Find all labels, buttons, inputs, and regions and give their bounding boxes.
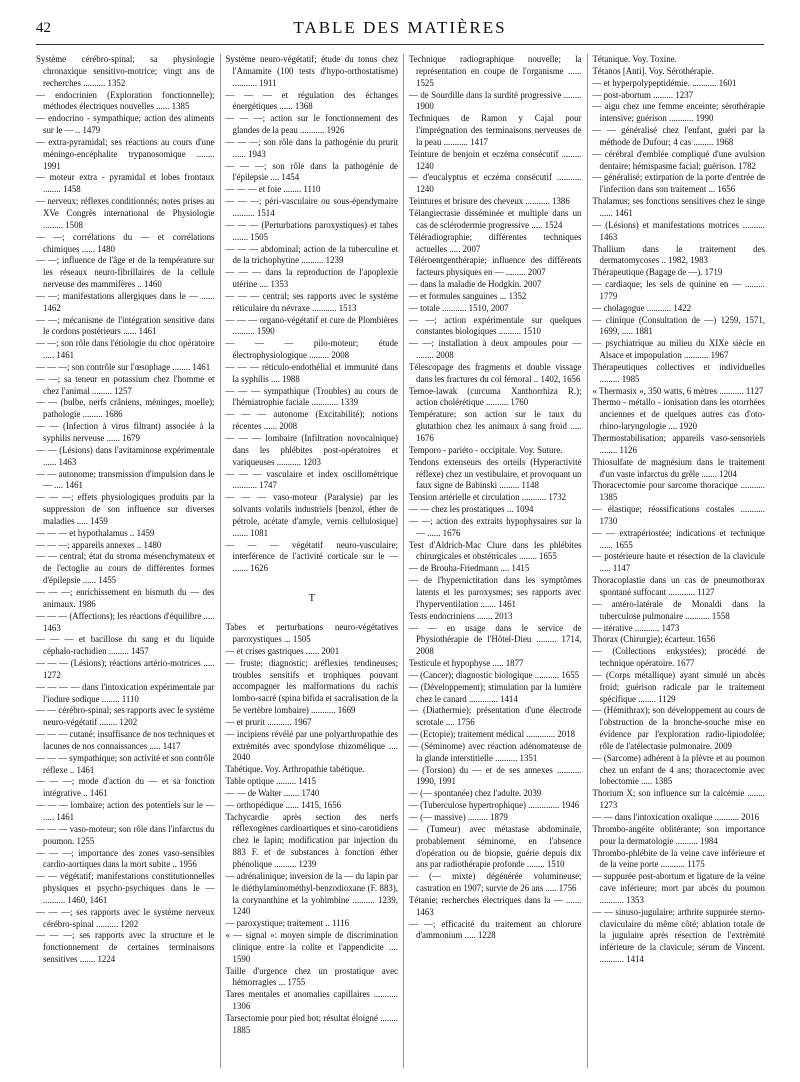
index-entry: Thérapeutique (Bagage de —). 1719	[592, 267, 723, 278]
index-entry: — (— massive) ......... 1879	[409, 812, 508, 822]
index-entry: — — (Infection à virus filtrant) associée à la syphilis nerveuse ...... 1679	[36, 421, 215, 443]
index-entry: — endocrino - sympathique; action des aliments sur le — .. 1479	[36, 113, 215, 136]
index-entry: Table optique ......... 1415	[225, 776, 317, 787]
index-entry: — paroxystique; traitement .. 1116	[225, 918, 350, 929]
index-entry: — — — (Perturbations paroxystiques) et tabes ....... 1505	[225, 219, 398, 242]
index-entry: — —; efficacité du traitement au chlorure d'ammonium ..... 1228	[409, 918, 582, 941]
index-entry: Système cérébro-spinal; sa physiologie chronaxique sensitivo-motrice; vingt ans de recherches .......... 1352	[36, 54, 215, 88]
index-entry: Tétanique. Voy. Toxine.	[592, 54, 677, 64]
index-entry: Thermo - métallo - ionisation dans les otorrhées anciennes et de quelques autres cas d'oto-rhino-laryngologie .... 1920	[592, 397, 765, 432]
index-entry: — — — central; ses rapports avec le système réticulaire du névraxe ........... 1513	[225, 290, 398, 313]
index-entry: — —; sa teneur en potassium chez l'homme et chez l'animal ......... 1257	[36, 373, 215, 396]
index-entry: — et hyperpolypeptidémie. ........... 1601	[592, 77, 737, 88]
index-entry: Test d'Aldrich-Mac Clure dans les phlébites chirurgicales et obstétricales ........ 1655	[409, 539, 582, 562]
index-entry: — — généralisé chez l'enfant, guéri par la méthode de Dufour; 4 cas ......... 1968	[592, 125, 765, 147]
index-entry: Testicule et hypophyse ..... 1877	[409, 658, 524, 669]
index-entry: — — en usage dans le service de Physiothérapie de l'Hôtel-Dieu ......... 1714, 2008	[409, 622, 582, 657]
index-entry: — — — et hypothalamus .. 1459	[36, 527, 155, 538]
index-column-1	[36, 54, 220, 1068]
index-entry: — (Torsion) du — et de ses annexes ........... 1990, 1991	[409, 764, 582, 787]
index-entry: — généralisé; extirpation de la porte d'entrée de l'infection dans son traitement ... 1656	[592, 172, 765, 195]
page-title: TABLE DES MATIÈRES	[293, 18, 507, 37]
index-entry: — — —; mode d'action du — et sa fonction intégrative .. 1461	[36, 776, 215, 799]
index-entry: Télangiectasie disséminée et multiple dans un cas de sclérodermie progressive ..... 1524	[409, 207, 582, 230]
index-entry: — clinique (Consultation de —) 1259, 1571, 1699, ..... 1881	[592, 314, 765, 337]
index-columns	[36, 54, 770, 1068]
index-entry: — post-abortum ......... 1237	[592, 89, 694, 100]
index-entry: — (Tumeur) avec métastase abdominale, probablement séminome, en l'absence d'opération ou de biopsie, guérie depuis dix ans par radiothérapie profonde ........ 1510	[409, 823, 582, 870]
index-column-4	[587, 54, 771, 1068]
index-entry: — (Corps métallique) ayant simulé un abcès froid; guérison radicale par le traitement spécifique ........ 1129	[592, 669, 765, 704]
index-entry: — — — lombaire (Infiltration novocaïnique) dans les phlébites post-opératoires et variqueuses ........... 1203	[225, 433, 398, 467]
index-entry: — postérieure haute et résection de la clavicule ..... 1147	[592, 551, 765, 574]
index-entry: — et prurit ........... 1967	[225, 716, 312, 727]
index-entry: Tétanie; recherches électriques dans la — ....... 1463	[409, 894, 582, 917]
index-entry: Taille d'urgence chez un prostatique avec hémorragies ... 1755	[225, 965, 398, 988]
index-column-3	[403, 54, 587, 1068]
index-entry: — — — vasculaire et index oscillométrique ........... 1747	[225, 468, 398, 491]
index-entry: — — —; effets physiologiques produits par la suppression de son influence sur diverses maladies ..... 1459	[36, 492, 215, 526]
index-entry: — suppurée post-abortum et ligature de la veine cave inférieure; mort par abcès du poumon ........... 1353	[592, 871, 765, 905]
index-entry: — — extrapériostée; indications et technique ...... 1655	[592, 527, 765, 550]
section-letter: T	[308, 593, 315, 605]
index-entry: — incipiens révélé par une polyarthropathie des extrémités avec spondylose rhizomélique .... 2040	[225, 728, 398, 763]
index-entry: — cholagogue ........... 1422	[592, 302, 692, 313]
index-entry: — (— mixte) dégénérée volumineuse; castration en 1907; survie de 26 ans ..... 1756	[409, 871, 582, 894]
index-entry: Thoracoplastie dans un cas de pneumothorax spontané suffocant ............ 1127	[592, 575, 765, 597]
index-entry: — — —; ses rapports avec la structure et le fonctionnement de certaines terminaisons sensitives ....... 1224	[36, 930, 215, 965]
index-entry: — — — organo-végétatif et cure de Plombières .......... 1590	[225, 314, 398, 337]
index-entry: — (Hémithrax); son développement au cours de l'obstruction de la bronche-souche mise en évidence par l'exploration radio-lipiodolée; rôle de l'atélectasie pulmonaire. 2009	[592, 705, 765, 751]
index-entry: — —; corrélations du — et corrélations chimiques ...... 1480	[36, 231, 215, 254]
index-entry: — — —; son contrôle sur l'œsophage ........ 1461	[36, 361, 211, 372]
index-entry: Temoe-lawak (curcuma Xanthorrhiza R.); action cholérétique .......... 1760	[409, 385, 582, 408]
index-entry: Système neuro-végétatif; étude du tonus chez l'Annamite (100 tests d'hypo-orthostatisme) ........... 1911	[225, 54, 398, 88]
index-entry: — — — dans la reproduction de l'apoplexie utérine .... 1353	[225, 267, 398, 290]
index-entry: Tension artérielle et circulation ........... 1732	[409, 492, 567, 503]
index-entry: — et crises gastriques ...... 2001	[225, 645, 340, 656]
index-entry: — — — végétatif neuro-vasculaire; interférence de l'activité corticale sur le — ....... 1626	[225, 539, 398, 574]
index-entry: — endocrinien (Exploration fonctionnelle); méthodes électriques nouvelles ...... 1385	[36, 89, 215, 112]
index-entry: Tendons extenseurs des orteils (Hyperactivité réflexe) chez un vestibulaire, et provoquant un faux signe de Babinski ......... 1148	[409, 456, 582, 491]
index-entry: — —; installation à deux ampoules pour — ........ 2008	[409, 338, 582, 361]
index-entry: — (Diathermie); présentation d'une électrode scrotale .... 1756	[409, 705, 582, 728]
index-entry: — —; manifestations allergiques dans le — ...... 1462	[36, 290, 215, 313]
index-entry: — — —; son rôle dans la pathogénie de l'épilepsie .... 1454	[225, 160, 398, 183]
index-entry: — (Collections enkystées); procédé de technique opératoire. 1677	[592, 646, 765, 669]
index-entry: — — — vaso-moteur (Paralysie) par les solvants volatils industriels [benzol, éther de pétrole, acétate d'amyle, vernis cellulosique] ....... 1081	[225, 492, 398, 538]
index-entry: — — —; ses rapports avec le système nerveux cérébro-spinal .......... 1202	[36, 906, 215, 929]
index-entry: — orthopédique ...... 1415, 1656	[225, 799, 342, 810]
index-entry: — de Brouha-Friedmann .... 1415	[409, 563, 530, 574]
index-entry: — (— spontanée) chez l'adulte. 2039	[409, 788, 542, 799]
index-entry: Thrombo-angéite oblitérante; son importance pour la dermatologie .......... 1984	[592, 823, 765, 846]
index-entry: — d'eucalyptus et eczéma consécutif ........... 1240	[409, 172, 582, 195]
index-entry: Temporo - pariéto - occipitale. Voy. Suture.	[409, 444, 563, 455]
index-entry: — — —; son rôle dans la pathogénie du prurit ...... 1943	[225, 136, 398, 159]
index-entry: — (Développement); stimulation par la lumière chez le canard ............. 1414	[409, 681, 582, 704]
index-entry: Thalamus; ses fonctions sensitives chez le singe ...... 1461	[592, 196, 765, 218]
header-rule	[36, 44, 764, 45]
index-entry: — de l'hypernictitation dans les symptômes latents et les paroxysmes; ses rapports avec l'hyperventilation ....... 1461	[409, 575, 582, 609]
index-entry: — — central; état du stroma mésenchymateux et de l'ectoglie au cours de différentes formes d'épilepsie ...... 1455	[36, 551, 215, 586]
index-entry: — —; action expérimentale sur quelques constantes biologiques .......... 1510	[409, 314, 582, 337]
index-entry: — — —; enrichissement en bismuth du — des animaux. 1986	[36, 586, 215, 609]
index-entry: — (Cancer); diagnostic biologique ........... 1655	[409, 669, 580, 680]
index-entry: Tests endocriniens ....... 2013	[409, 610, 513, 621]
index-entry: — — —; importance des zones vaso-sensibles cardio-aortiques dans la mort subite .. 1956	[36, 847, 215, 870]
index-entry: Thallium dans le traitement des dermatomycoses .. 1982, 1983	[592, 243, 765, 266]
index-entry: — — —; appareils annexes .. 1480	[36, 539, 162, 550]
index-entry: Télescopage des fragments et double vissage dans les fractures du col fémoral .. 1402, 1656	[409, 361, 582, 384]
index-entry: — (Séminome) avec réaction adénomateuse de la glande interstitielle .......... 1351	[409, 740, 582, 763]
index-entry: Teintures et brisure des cheveux ........... 1386	[409, 196, 570, 207]
index-entry: — moteur extra - pyramidal et lobes frontaux ........ 1458	[36, 172, 215, 195]
index-entry: — — — autonome (Excitabilité); notions récentes ...... 2008	[225, 409, 398, 432]
index-entry: — adrénalinique; inversion de la — du lapin par le diéthylaminométhyl-benzodioxane (F. 883), la corynanthine et la yohimbine .......... 1239, 1240	[225, 870, 398, 917]
index-entry: — —; influence de l'âge et de la température sur les réseaux neuro-fibrillaires de la cellule nerveuse des mammifères .. 1460	[36, 255, 215, 290]
index-entry: — de Sourdille dans la surdité progressive ........ 1900	[409, 89, 582, 112]
index-entry: — — sinuso-jugulaire; arthrite suppurée sterno-claviculaire du même côté; ablation totale de la jugulaire après résection de l'extrémité inférieure de la clavicule; sérum de Vincent. ........... 1414	[592, 906, 765, 965]
index-entry: Téléroentgenthérapie; influence des différents facteurs physiques en — ......... 2007	[409, 255, 582, 278]
index-entry: — — — et régulation des échanges énergétiques ...... 1368	[225, 89, 398, 112]
index-entry: — itérative ........... 1473	[592, 622, 680, 633]
index-entry: — — (Lésions) dans l'avitaminose expérimentale ...... 1463	[36, 444, 215, 467]
index-entry: Thorax (Chirurgie); écarteur. 1656	[592, 634, 716, 645]
index-entry: — — (bulbe, nerfs crâniens, méninges, moelle); pathologie ......... 1686	[36, 397, 215, 420]
index-entry: — et formules sanguines ... 1352	[409, 290, 527, 301]
index-entry: Teinture de benjoin et eczéma consécutif ......... 1240	[409, 148, 582, 171]
index-entry: Tabétique. Voy. Arthropathie tabétique.	[225, 764, 365, 775]
index-entry: — — — pilo-moteur; étude électrophysiologique ......... 2008	[225, 338, 398, 361]
index-entry: — — dans l'intoxication oxalique ........... 2016	[592, 812, 760, 822]
index-entry: Tares mentales et anomalies capillaires ........... 1306	[225, 989, 398, 1012]
index-entry: Thorium X; son influence sur la calcémie ........ 1273	[592, 788, 765, 811]
index-entry: — cardiaque; les sels de quinine en — ......... 1779	[592, 279, 765, 301]
index-entry: — — — vaso-moteur; son rôle dans l'infarctus du poumon. 1255	[36, 823, 215, 846]
index-entry: — — autonome; transmission d'impulsion dans le — .... 1461	[36, 468, 215, 491]
index-entry: Thérapeutiques collectives et individuelles ......... 1985	[592, 361, 765, 384]
index-entry: Tabes et perturbations neuro-végétatives paroxystiques ... 1505	[225, 622, 398, 644]
index-entry: — —; mécanisme de l'intégration sensitive dans le cordons postérieurs ...... 1461	[36, 314, 215, 337]
index-entry: — extra-pyramidal; ses réactions au cours d'une méningo-encéphalite trypanosomique ........ 1991	[36, 136, 215, 171]
index-entry: — — — réticulo-endothélial et immunité dans la syphilis .... 1988	[225, 361, 398, 384]
index-entry: — — — abdominal; action de la tuberculine et de la trichophytine .......... 1239	[225, 243, 398, 266]
index-entry: — — végétatif; manifestations constitutionnelles physiques et psycho-psychiques dans le — .......... 1460, 1461	[36, 871, 215, 905]
index-entry: — dans la maladie de Hodgkin. 2007	[409, 279, 542, 290]
index-entry: Tachycardie après section des nerfs réflexogènes cardioartiques et sino-carotidiens chez le lapin; modification par injection du 883 F. et de substances à fonction éther phénolique .......... 1239	[225, 811, 398, 869]
index-entry: — (Ectopie); traitement médical ............. 2018	[409, 729, 576, 740]
index-entry: — — — cutané; insuffisance de nos techniques et lacunes de nos connaissances ..... 1417	[36, 729, 215, 751]
index-entry: Téléradiographie; différentes techniques actuelles ..... 2007	[409, 231, 582, 254]
index-entry: — — — sympathique; son activité et son contrôle réflexe .. 1461	[36, 752, 215, 775]
page-number: 42	[36, 20, 51, 36]
index-entry: Température; son action sur le taux du glutathion chez les animaux à sang froid ..... 1676	[409, 409, 582, 443]
index-entry: — — cérébro-spinal; ses rapports avec le système neuro-végétatif ........ 1202	[36, 705, 215, 728]
index-entry: — — — — dans l'intoxication expérimentale par l'iodure sodique ........ 1110	[36, 681, 215, 704]
index-entry: — — — et foie ........ 1110	[225, 184, 321, 195]
index-entry: — (Sarcome) adhérent à la plèvre et au poumon chez un enfant de 4 ans; thoracectomie avec lobectomie ..... 1385	[592, 752, 765, 787]
index-entry: — cérébral d'emblée compliqué d'une avulsion dentaire; hémispasme facial; guérison. 1782	[592, 148, 765, 171]
index-entry: — nerveux; réflexes conditionnés; notes prises au XVe Congrès international de Physiologie ......... 1508	[36, 196, 215, 230]
index-entry: Thiosulfate de magnésium dans le traitement d'un vaste infarctus du grêle ....... 1204	[592, 456, 765, 479]
index-entry: « Thermasix », 350 watts, 6 mètres ........... 1127	[592, 385, 764, 396]
index-entry: — antéro-latérale de Monaldi dans la tuberculose pulmonaire ........... 1558	[592, 598, 765, 621]
index-entry: — — — et bacillose du sang et du liquide céphalo-rachidien ......... 1457	[36, 634, 215, 657]
index-entry: Thoracectomie pour sarcome thoracique ........... 1385	[592, 480, 765, 503]
index-entry: — — — (Affections); les réactions d'équilibre ..... 1463	[36, 610, 215, 633]
index-entry: — (Lésions) et manifestations motrices .......... 1463	[592, 219, 765, 242]
index-entry: — totale ........... 1510, 2007	[409, 302, 509, 313]
index-entry: — — de Walter ....... 1740	[225, 787, 320, 798]
index-entry: — — — sympathique (Troubles) au cours de l'hémiatrophie faciale ............ 1339	[225, 385, 398, 408]
index-entry: — fruste; diagnostic; aréflexies tendineuses; troubles sensitifs et trophiques pouvant accompagner les malformations du rachis lombo-sacré (spina bifida et sacralisation de la 5e vertèbre lombaire) ........... 1669	[225, 657, 398, 716]
index-entry: Tarsectomie pour pied bot; résultat éloigné ........ 1885	[225, 1012, 398, 1035]
index-entry: — — chez les prostatiques ... 1094	[409, 504, 534, 515]
index-entry: — (Tuberculose hypertrophique) .............. 1946	[409, 800, 580, 811]
index-entry: Technique radiographique nouvelle; la représentation en coupe de l'organisme ...... 1525	[409, 54, 582, 88]
index-entry: — — — (Lésions); réactions artério-motrices ..... 1272	[36, 658, 215, 680]
index-entry: Thermostabilisation; appareils vaso-sensoriels ........ 1126	[592, 433, 765, 455]
index-entry: — —; son rôle dans l'étiologie du choc opératoire ..... 1461	[36, 338, 215, 361]
index-entry: Thrombo-phlébite de la veine cave inférieure et de la veine porte ........... 1175	[592, 847, 765, 870]
index-entry: — — —; action sur le fonctionnement des glandes de la peau ........... 1926	[225, 113, 398, 136]
index-entry: — —; action des extraits hypophysaires sur la — ...... 1676	[409, 515, 582, 538]
index-entry: « — signal »: moyen simple de discrimination clinique entre la colite et l'appendicite .... 1590	[225, 930, 398, 964]
index-entry: Tétanos [Anti]. Voy. Sérothérapie.	[592, 65, 714, 76]
index-entry: — aigu chez une femme enceinte; sérothérapie intensive; guérison ........... 1990	[592, 101, 765, 124]
index-entry: — — —; péri-vasculaire ou sous-épendymaire .......... 1514	[225, 196, 398, 218]
index-entry: — — — lombaire; action des potentiels sur le — ..... 1461	[36, 800, 215, 822]
index-entry: Techniques de Ramon y Cajal pour l'imprégnation des terminaisons nerveuses de la peau ........... 1417	[409, 113, 582, 147]
index-entry: — psychiatrique au milieu du XIXe siècle en Alsace et impopulation ........... 1967	[592, 338, 765, 361]
index-column-2	[220, 54, 404, 1068]
index-entry: — élastique; réossifications costales ........... 1730	[592, 504, 765, 526]
